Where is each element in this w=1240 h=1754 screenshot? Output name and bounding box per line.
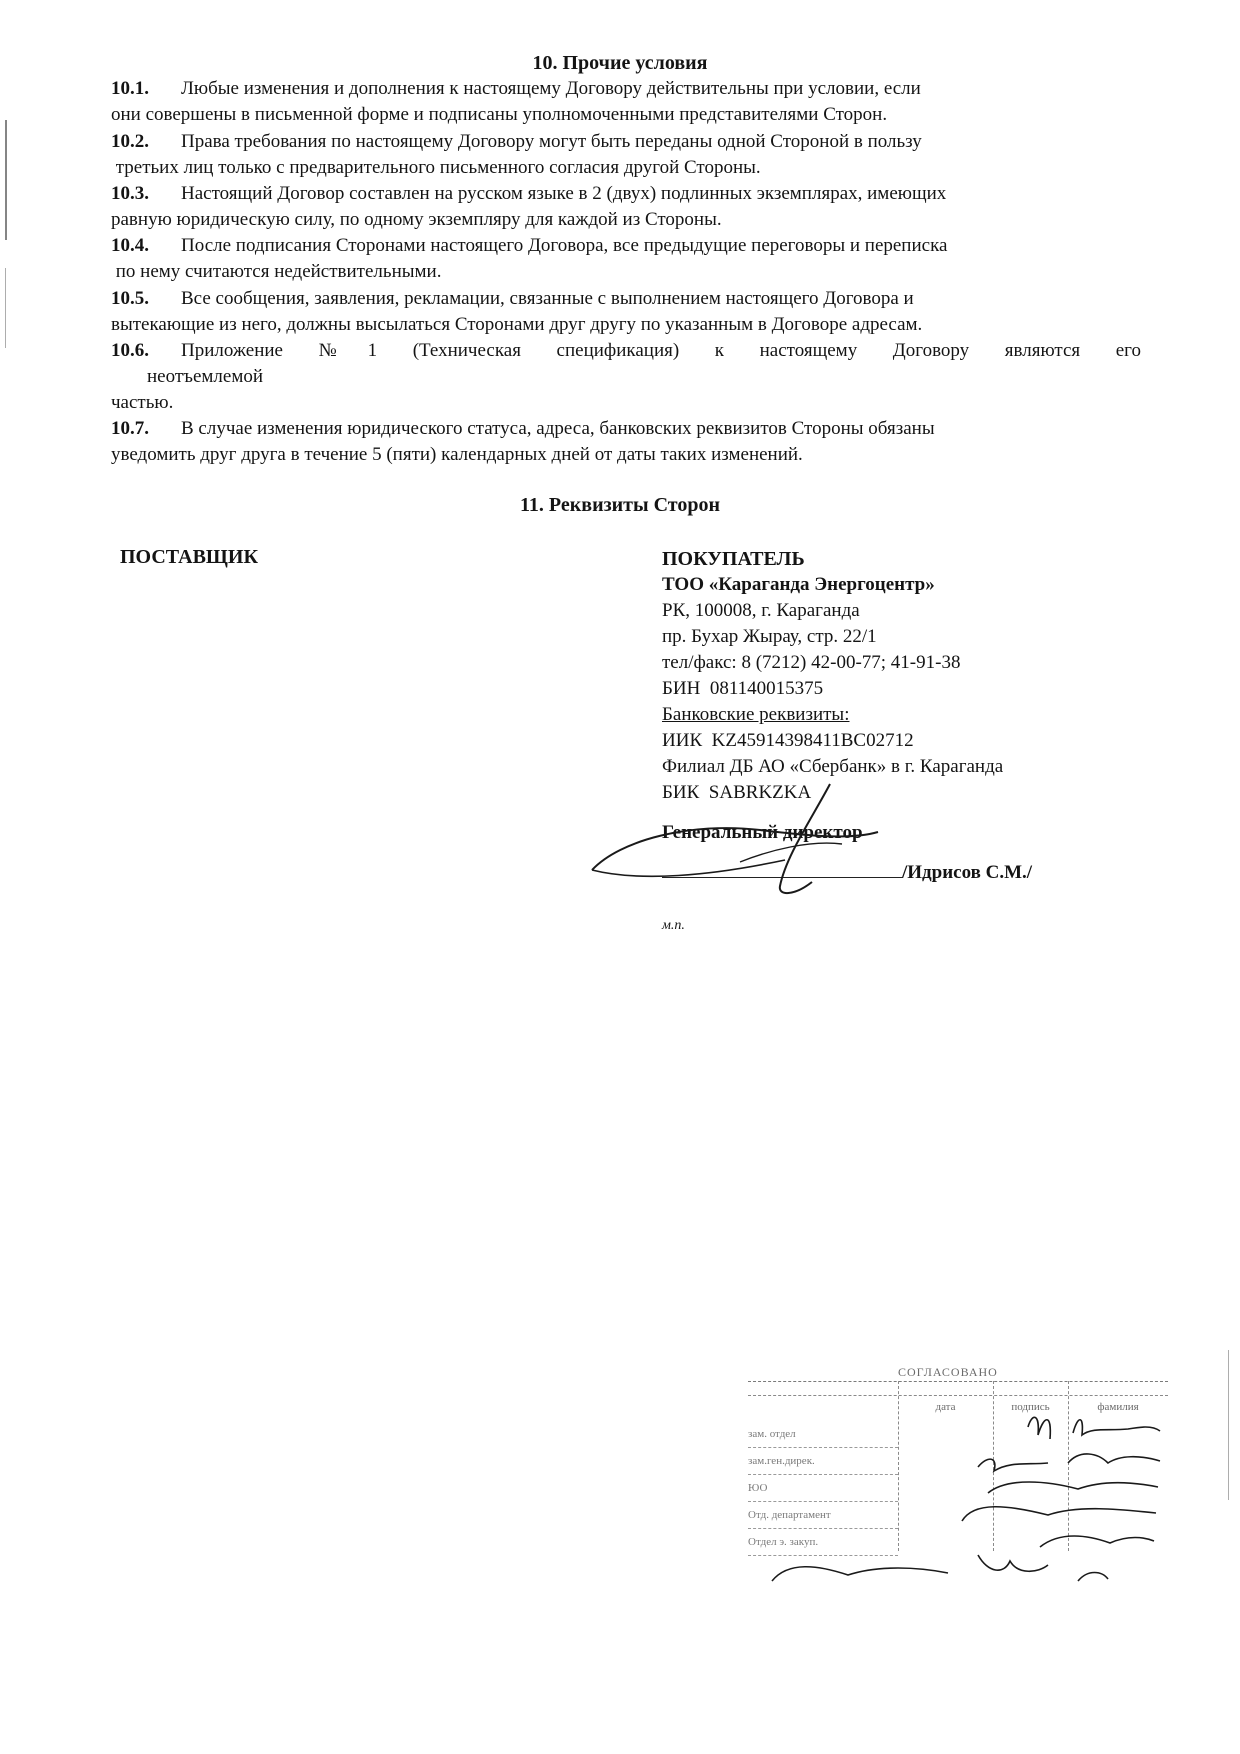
clause-text-cont: они совершены в письменной форме и подписаны уполномоченными представителями Сторон.	[111, 104, 888, 125]
buyer-bank: Филиал ДБ АО «Сбербанк» в г. Караганда	[662, 756, 1004, 777]
stamp-top-rule	[748, 1381, 1168, 1383]
director-signature-icon	[580, 770, 880, 900]
clause-text: Приложение №1 (Техническая спецификация) к настоящему Договору являются его	[181, 340, 1141, 361]
clause-text-cont: равную юридическую силу, по одному экземпляру для каждой из Стороны.	[111, 209, 722, 230]
seal-place-label: м.п.	[662, 918, 685, 933]
stamp-row-label: ЮО	[748, 1475, 898, 1502]
clause-text: Права требования по настоящему Договору могут быть переданы одной Стороной в пользу	[181, 131, 922, 152]
stamp-row-label: Отд. департамент	[748, 1502, 898, 1529]
stamp-row-label: Отдел э. закуп.	[748, 1529, 898, 1556]
clause-10-5	[111, 286, 1141, 338]
buyer-iik: ИИК KZ45914398411BC02712	[662, 730, 914, 751]
buyer-bin: БИН 081140015375	[662, 678, 824, 699]
scan-artifact	[5, 120, 7, 240]
stamp-row-label: зам. отдел	[748, 1421, 898, 1448]
clause-text: Все сообщения, заявления, рекламации, связанные с выполнением настоящего Договора и	[181, 288, 914, 309]
clause-number: 10.7.	[111, 418, 149, 439]
clause-number: 10.2.	[111, 131, 149, 152]
clause-text-cont-2: частью.	[111, 392, 174, 413]
bank-details-header: Банковские реквизиты:	[662, 704, 850, 725]
clause-number: 10.1.	[111, 78, 149, 99]
buyer-phone: тел/факс: 8 (7212) 42-00-77; 41-91-38	[662, 652, 961, 673]
section-11-title: 11. Реквизиты Сторон	[520, 494, 720, 516]
scan-artifact	[1228, 1350, 1229, 1500]
clause-10-3	[111, 181, 1141, 233]
clause-10-7	[111, 416, 1141, 468]
buyer-address-line-1: РК, 100008, г. Караганда	[662, 600, 860, 621]
buyer-bik: БИК SABRKZKA	[662, 782, 812, 803]
clause-text: В случае изменения юридического статуса, адреса, банковских реквизитов Стороны обязаны	[181, 418, 935, 439]
clause-number: 10.4.	[111, 235, 149, 256]
stamp-col-name: фамилия	[1097, 1401, 1139, 1413]
supplier-label: ПОСТАВЩИК	[120, 546, 258, 568]
clause-number: 10.3.	[111, 183, 149, 204]
clause-text: После подписания Сторонами настоящего Договора, все предыдущие переговоры и переписка	[181, 235, 948, 256]
stamp-col-signature: подпись	[1011, 1401, 1050, 1413]
clause-text-cont: вытекающие из него, должны высылаться Сторонами друг другу по указанным в Договоре адресам.	[111, 314, 923, 335]
clause-text: Настоящий Договор составлен на русском языке в 2 (двух) подлинных экземплярах, имеющих	[181, 183, 947, 204]
buyer-label: ПОКУПАТЕЛЬ	[662, 548, 805, 570]
stamp-row-label: зам.ген.дирек.	[748, 1448, 898, 1475]
clause-text-cont: неотъемлемой	[147, 366, 264, 387]
clause-number: 10.5.	[111, 288, 149, 309]
buyer-company: ТОО «Караганда Энергоцентр»	[662, 574, 935, 595]
clause-10-4	[111, 233, 1141, 285]
clause-text-cont: по нему считаются недействительными.	[111, 261, 442, 282]
buyer-signatory: /Идрисов С.М./	[902, 862, 1033, 883]
approval-stamp	[748, 1365, 1168, 1595]
stamp-title: СОГЛАСОВАНО	[898, 1365, 998, 1379]
clause-10-2	[111, 129, 1141, 181]
clause-text-cont: третьих лиц только с предварительного письменного согласия другой Стороны.	[111, 157, 761, 178]
section-10-title: 10. Прочие условия	[532, 52, 708, 74]
clause-text: Любые изменения и дополнения к настоящему Договору действительны при условии, если	[181, 78, 921, 99]
approval-signatures-icon	[748, 1405, 1168, 1595]
clause-10-6	[111, 338, 1141, 416]
buyer-position: Генеральный директор	[662, 822, 863, 843]
scan-artifact	[5, 268, 6, 348]
stamp-col-date: дата	[935, 1401, 956, 1413]
clause-number: 10.6.	[111, 340, 149, 361]
clause-text-cont: уведомить друг друга в течение 5 (пяти) календарных дней от даты таких изменений.	[111, 444, 803, 465]
stamp-header-rule	[748, 1395, 1168, 1396]
clause-10-1	[111, 76, 1141, 128]
buyer-address-line-2: пр. Бухар Жырау, стр. 22/1	[662, 626, 877, 647]
